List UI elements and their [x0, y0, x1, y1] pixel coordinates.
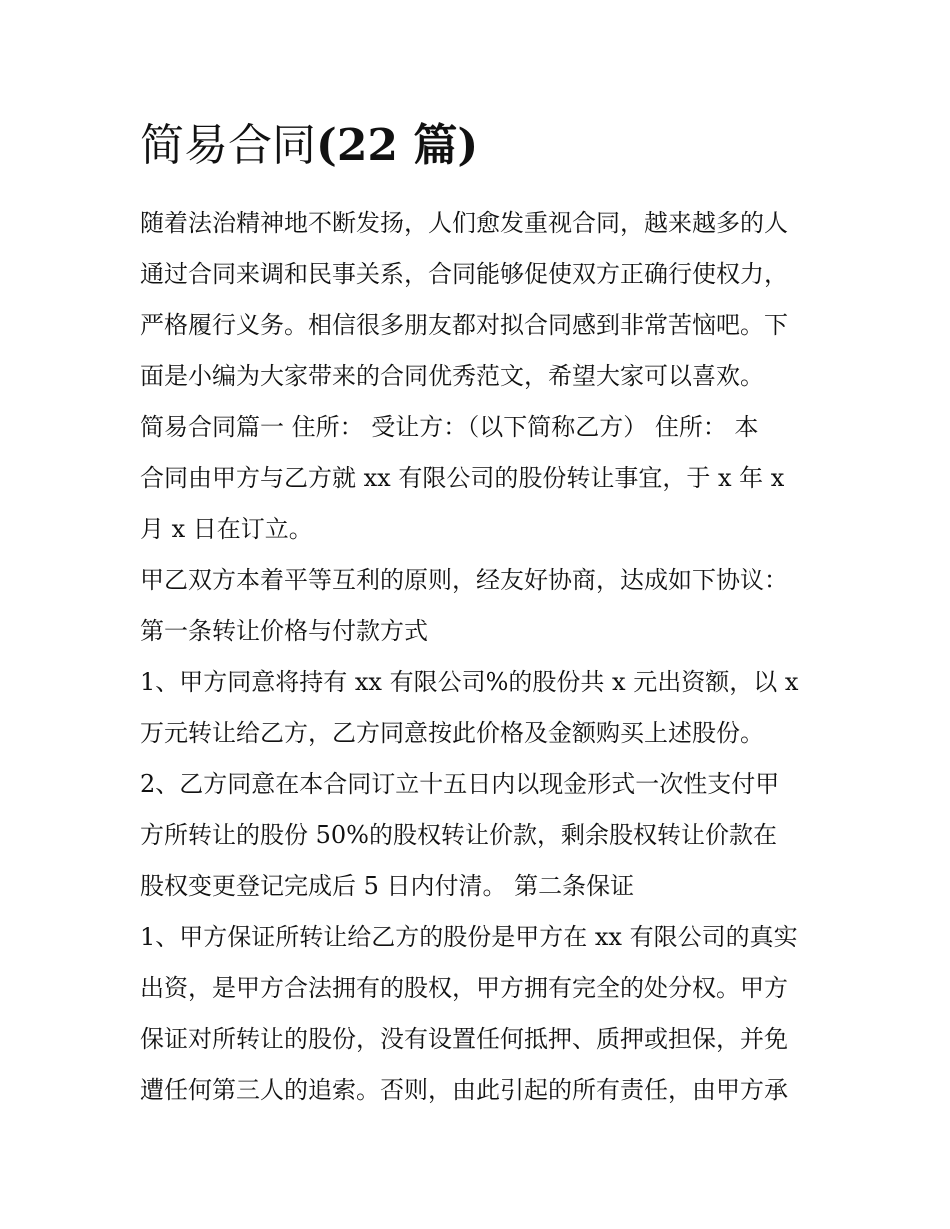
body-line: 合同由甲方与乙方就 xx 有限公司的股份转让事宜，于 x 年 x [140, 464, 785, 492]
body-line: 保证对所转让的股份，没有设置任何抵押、质押或担保，并免 [140, 1025, 788, 1053]
body-line: 方所转让的股份 50%的股权转让价款，剩余股权转让价款在 [140, 821, 777, 849]
body-line: 简易合同篇一 住所： 受让方：（以下简称乙方） 住所： 本 [140, 413, 759, 441]
body-line: 通过合同来调和民事关系，合同能够促使双方正确行使权力， [140, 260, 788, 288]
body-line: 万元转让给乙方，乙方同意按此价格及金额购买上述股份。 [140, 719, 764, 747]
body-line: 甲乙双方本着平等互利的原则，经友好协商，达成如下协议： [140, 566, 788, 594]
body-line: 随着法治精神地不断发扬，人们愈发重视合同，越来越多的人 [140, 209, 788, 237]
body-line: 严格履行义务。相信很多朋友都对拟合同感到非常苦恼吧。下 [140, 311, 788, 339]
body-line: 遭任何第三人的追索。否则，由此引起的所有责任，由甲方承 [140, 1076, 788, 1104]
document-body [140, 198, 830, 1116]
body-line: 出资，是甲方合法拥有的股权，甲方拥有完全的处分权。甲方 [140, 974, 788, 1002]
document-title [140, 114, 478, 178]
document-title-main: 简易合同 [140, 120, 316, 171]
body-line: 2、乙方同意在本合同订立十五日内以现金形式一次性支付甲 [140, 770, 780, 798]
body-line: 月 x 日在订立。 [140, 515, 313, 543]
body-line: 股权变更登记完成后 5 日内付清。 第二条保证 [140, 872, 635, 900]
body-line: 面是小编为大家带来的合同优秀范文，希望大家可以喜欢。 [140, 362, 764, 390]
body-line: 第一条转让价格与付款方式 [140, 617, 428, 645]
body-line: 1、甲方同意将持有 xx 有限公司%的股份共 x 元出资额，以 x [140, 668, 799, 696]
document-title-count: (22 篇) [316, 120, 479, 171]
body-line: 1、甲方保证所转让给乙方的股份是甲方在 xx 有限公司的真实 [140, 923, 798, 951]
